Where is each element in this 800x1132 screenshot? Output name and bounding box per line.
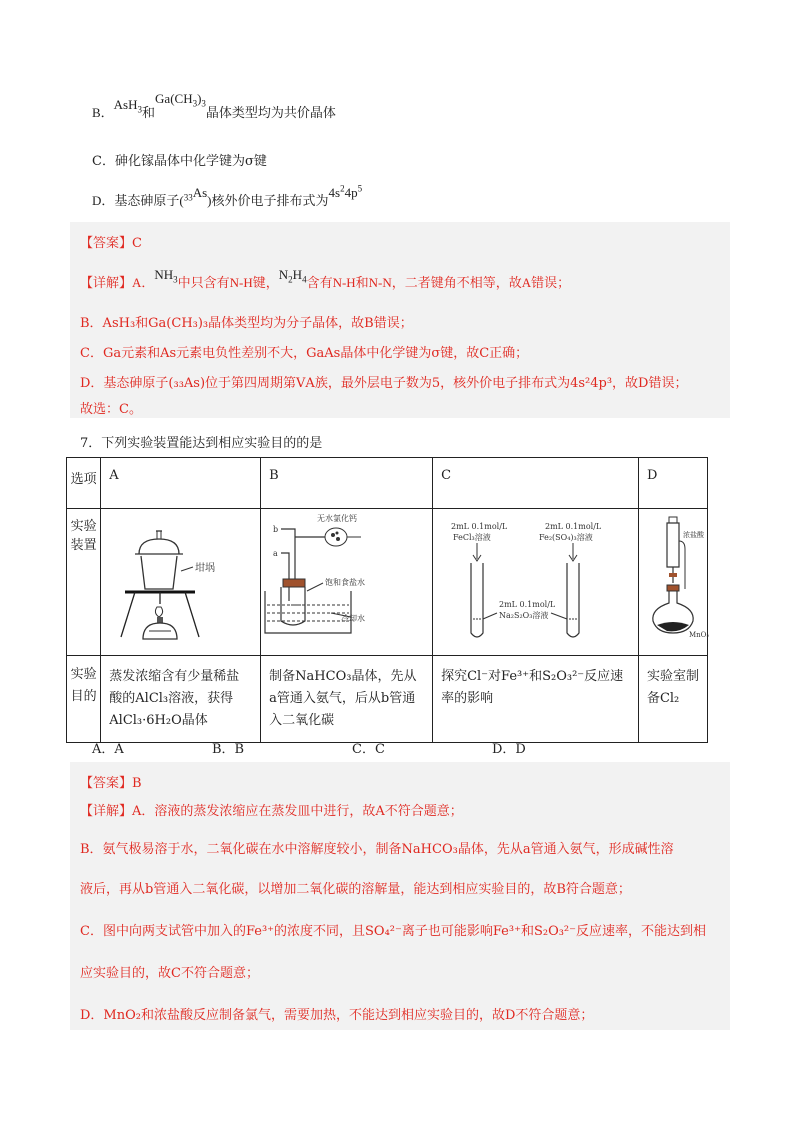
answer-7-detail-c: C．图中向两支试管中加入的Fe³⁺的浓度不同，且SO₄²⁻离子也可能影响Fe³⁺和S₂O₃²⁻反应速率，不能达到相 <box>80 924 707 939</box>
choice-b: B．B <box>212 742 245 757</box>
answer-6-label: 【答案】C <box>80 236 142 251</box>
chlorine-generator-diagram <box>639 509 710 651</box>
header-a: A <box>101 458 261 509</box>
header-d: D <box>638 458 707 509</box>
q6-option-c: C．砷化镓晶体中化学键为σ键 <box>92 154 267 169</box>
tube-a-label: a <box>273 549 278 558</box>
answer-7-detail-d: D．MnO₂和浓盐酸反应制备氯气，需要加热，不能达到相应实验目的，故D不符合题意； <box>80 1008 594 1023</box>
cold-water-label: 冷却水 <box>341 614 366 623</box>
conc-hcl-label: 浓盐酸 <box>682 531 704 539</box>
answer-6-conclusion: 故选：C。 <box>80 402 142 417</box>
fecl3-label: FeCl₃溶液 <box>453 533 491 542</box>
choice-d: D．D <box>492 742 526 757</box>
purpose-d: 实验室制备Cl₂ <box>638 656 707 743</box>
apparatus-b <box>261 509 433 656</box>
q6-option-d: D．基态砷原子$(_{33}As)$核外价电子排布式为$4s^24p^5$ <box>92 183 363 208</box>
header-b: B <box>261 458 433 509</box>
answer-7-detail-a: 【详解】A．溶液的蒸发浓缩应在蒸发皿中进行，故A不符合题意； <box>80 804 463 819</box>
tube-b-label: b <box>273 525 279 534</box>
answer-7-detail-b-cont: 液后，再从b管通入二氧化碳，以增加二氧化碳的溶解量，能达到相应实验目的，故B符合题意； <box>80 882 631 897</box>
answer-7-label: 【答案】B <box>80 776 142 791</box>
purpose-b: 制备NaHCO₃晶体，先从a管通入氨气，后从b管通入二氧化碳 <box>261 656 433 743</box>
saturated-brine-label: 饱和食盐水 <box>325 578 366 587</box>
apparatus-a <box>101 509 261 656</box>
na2s2o3-conc-label: 2mL 0.1mol/L <box>499 600 556 609</box>
q6-option-b: B．AsH$_3$和$Ga(CH_3)_3$晶体类型均为共价晶体 <box>92 91 336 120</box>
choice-c: C．C <box>352 742 385 757</box>
question-7-table <box>66 457 708 743</box>
purpose-c: 探究Cl⁻对Fe³⁺和S₂O₃²⁻反应速率的影响 <box>433 656 639 743</box>
fe2so4-conc-label: 2mL 0.1mol/L <box>545 522 602 531</box>
test-tube-diagram <box>433 509 637 651</box>
crucible-label: 坩埚 <box>195 563 216 574</box>
answer-7-detail-c-cont: 应实验目的，故C不符合题意； <box>80 966 259 981</box>
choice-a: A．A <box>92 742 124 757</box>
crucible-heating-diagram <box>101 509 259 651</box>
apparatus-d <box>638 509 710 656</box>
header-option-label: 选项 <box>67 458 101 509</box>
fecl3-conc-label: 2mL 0.1mol/L <box>451 522 508 531</box>
header-c: C <box>433 458 639 509</box>
mno2-label: MnO₂ <box>688 631 710 639</box>
purpose-a: 蒸发浓缩含有少量稀盐酸的AlCl₃溶液，获得AlCl₃·6H₂O晶体 <box>101 656 261 743</box>
na2s2o3-label: Na₂S₂O₃溶液 <box>499 611 549 620</box>
row-label-purpose: 实验目的 <box>67 656 101 743</box>
answer-7-detail-b: B．氨气极易溶于水，二氧化碳在水中溶解度较小，制备NaHCO₃晶体，先从a管通入氨气，形成碱性溶 <box>80 842 674 857</box>
answer-6-detail-c: C．Ga元素和As元素电负性差别不大，GaAs晶体中化学键为σ键，故C正确； <box>80 346 529 361</box>
cacl2-label: 无水氯化钙 <box>317 514 358 523</box>
answer-6-detail-a: 【详解】A．$NH_3$中只含有N-H键，$N_2H_4$含有N-H和N-N，二者键角不相等，故A错误； <box>80 267 571 290</box>
answer-6-detail-d: D．基态砷原子(₃₃As)位于第四周期第ⅤA族，最外层电子数为5，核外价电子排布式为4s²4p³，故D错误； <box>80 376 688 391</box>
row-label-apparatus: 实验装置 <box>67 509 101 656</box>
fe2so4-label: Fe₂(SO₄)₃溶液 <box>539 533 593 542</box>
apparatus-c <box>433 509 639 656</box>
answer-6-detail-b: B．AsH₃和Ga(CH₃)₃晶体类型均为分子晶体，故B错误； <box>80 316 413 331</box>
question-7-stem: 7．下列实验装置能达到相应实验目的的是 <box>80 436 323 451</box>
nahco3-apparatus-diagram <box>261 509 431 651</box>
